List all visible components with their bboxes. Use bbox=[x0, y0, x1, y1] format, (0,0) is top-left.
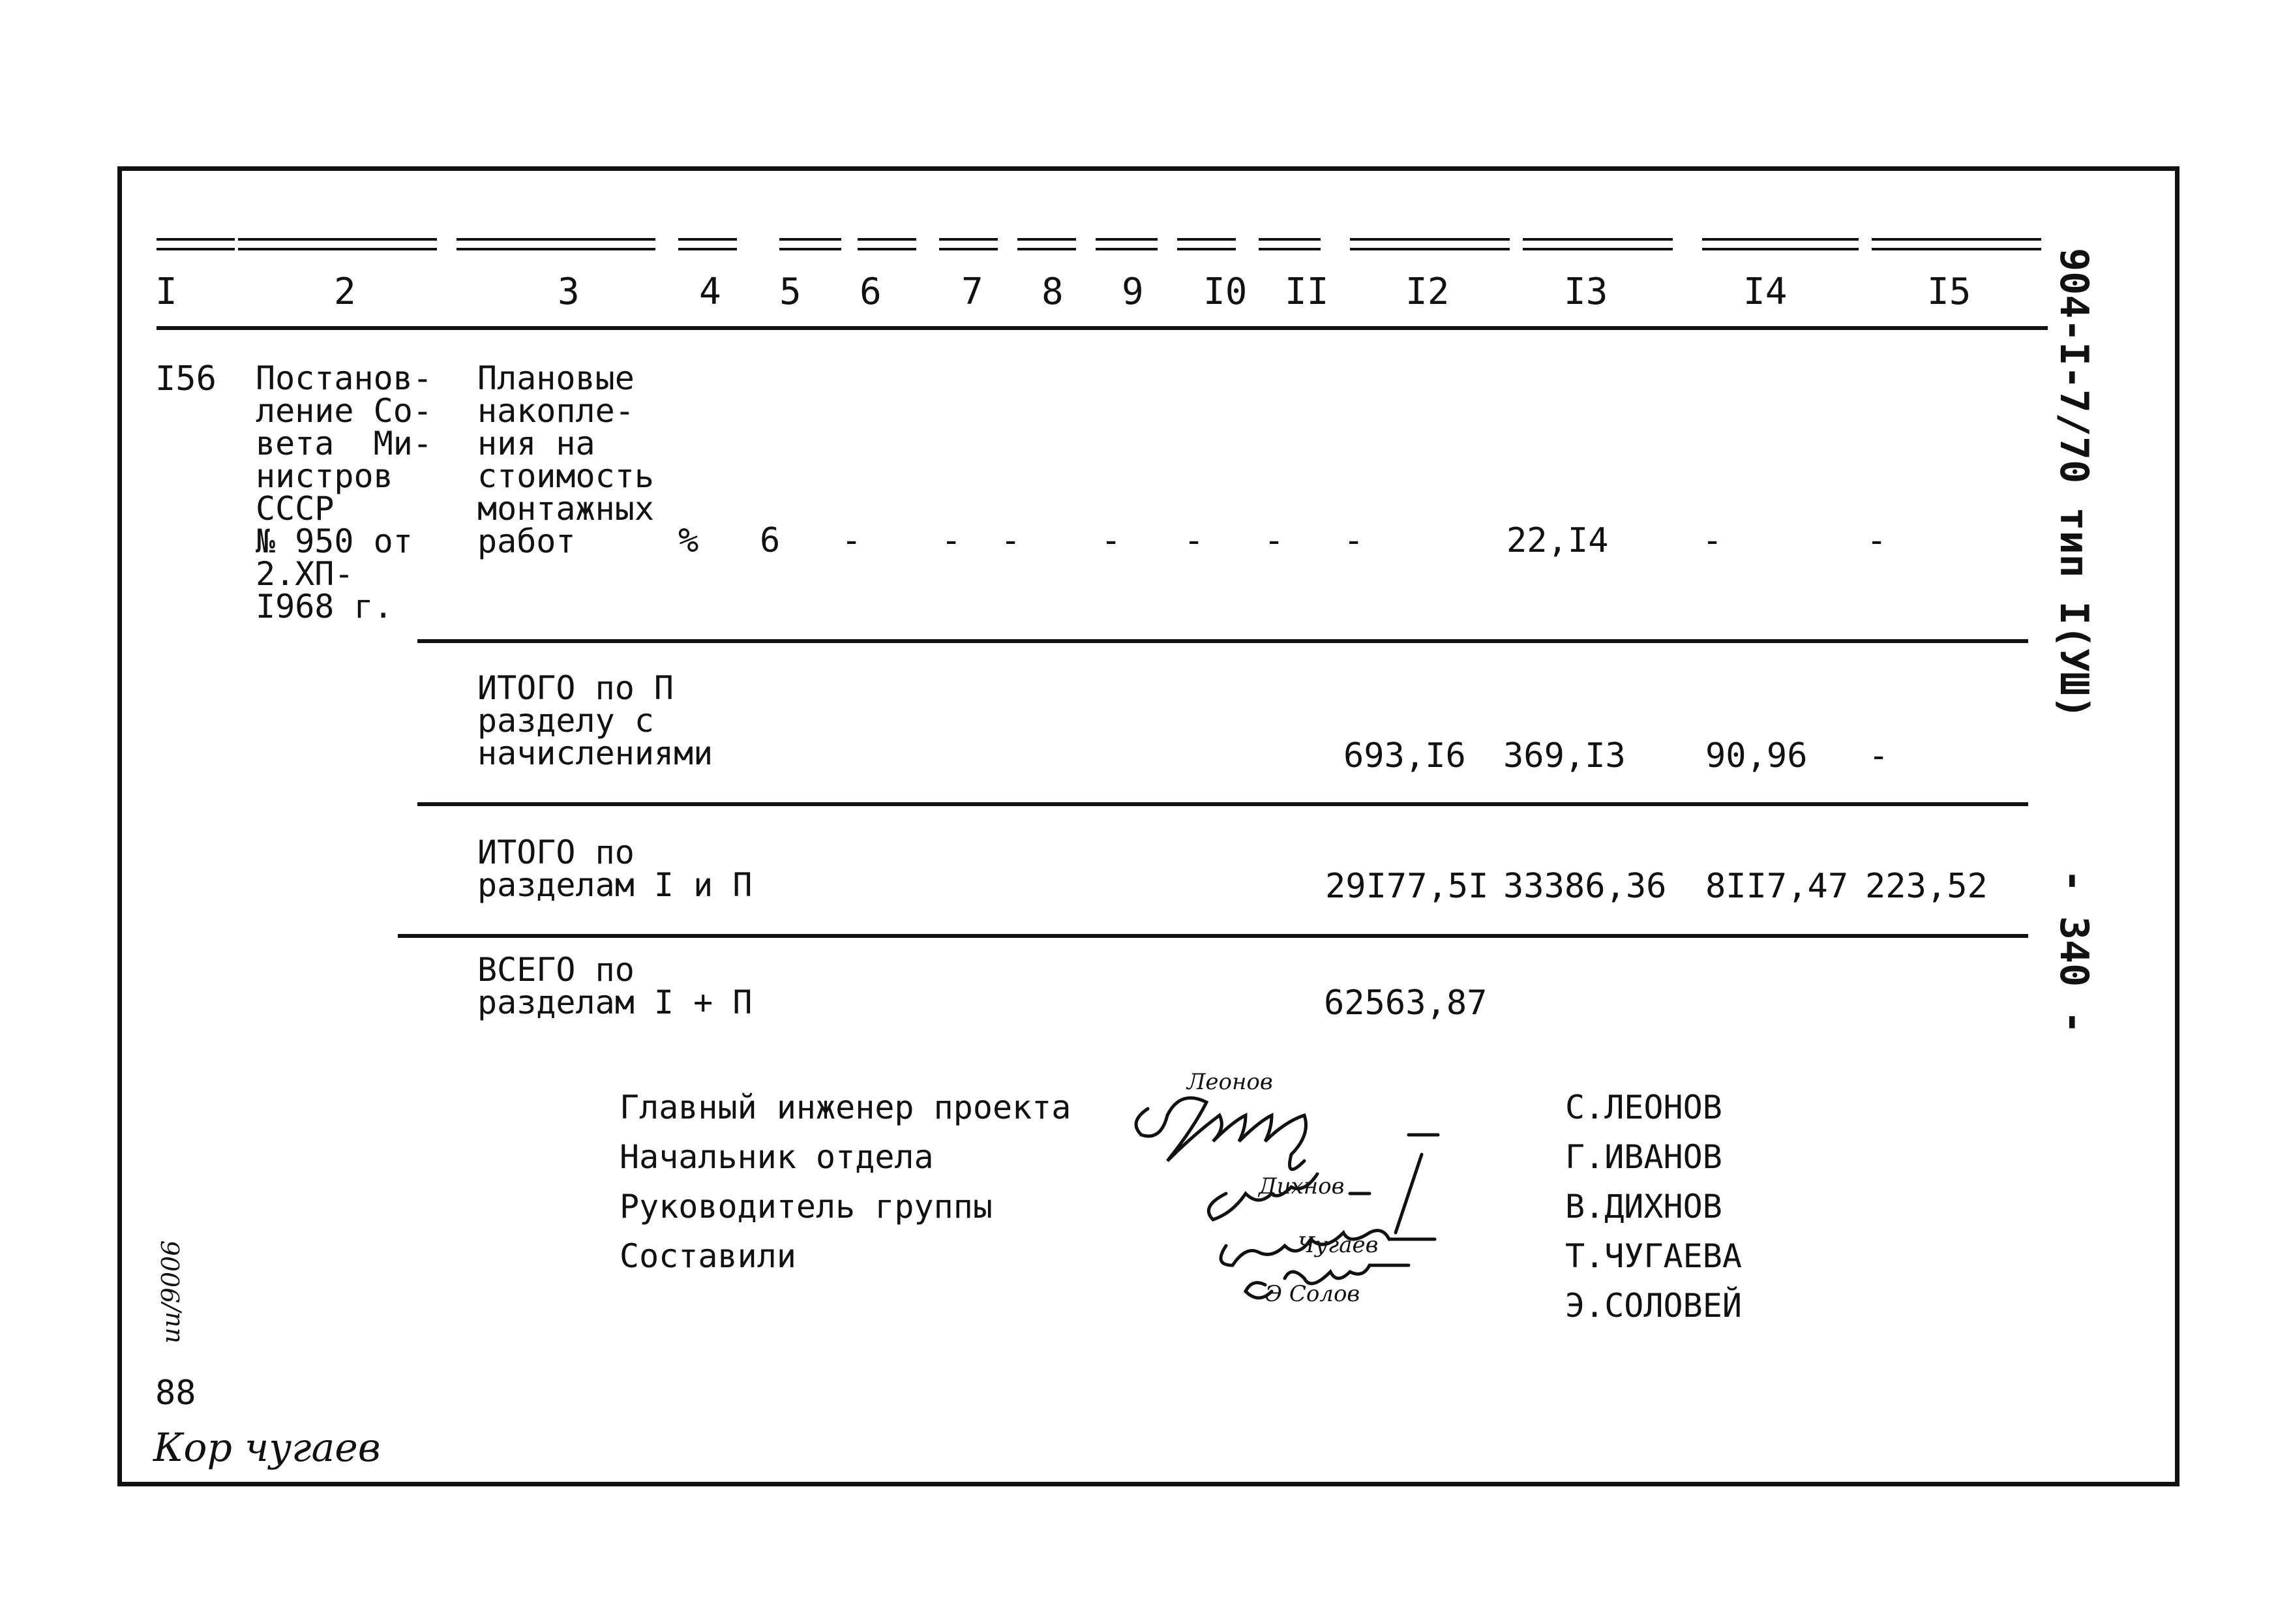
svg-text:Э Солов: Э Солов bbox=[1265, 1281, 1360, 1307]
dash-segment bbox=[1350, 238, 1510, 241]
dash-segment bbox=[1096, 248, 1158, 250]
dash-segment bbox=[238, 238, 437, 241]
col14-value: 90,96 bbox=[1705, 736, 1808, 775]
total-label: ИТОГО по разделам I и П bbox=[477, 834, 753, 904]
header-rule bbox=[157, 326, 2048, 330]
unit-cell: % bbox=[678, 521, 699, 560]
dash-segment bbox=[858, 248, 916, 250]
row-rule bbox=[417, 802, 2028, 806]
dash-segment bbox=[678, 238, 737, 241]
qty-cell: 6 bbox=[760, 521, 781, 560]
side-designation: 904-I-7/70 тип I(УШ)- 340 - bbox=[2051, 248, 2097, 1034]
col-15: I5 bbox=[1927, 271, 1971, 313]
row-number: I56 bbox=[155, 359, 217, 398]
row-rule bbox=[417, 639, 2028, 643]
svg-text:Леонов: Леонов bbox=[1187, 1069, 1273, 1095]
dash-cell: - bbox=[1184, 521, 1205, 560]
dash-segment bbox=[457, 248, 655, 250]
inventory-note: ии/9006 bbox=[157, 1240, 185, 1344]
signature-roles: Главный инженер проекта Начальник отдела Руководитель группы Составили bbox=[620, 1089, 1071, 1275]
col-10: I0 bbox=[1203, 271, 1248, 313]
dash-segment bbox=[1350, 248, 1510, 250]
dash-segment bbox=[1096, 238, 1158, 241]
dash-segment bbox=[1523, 238, 1673, 241]
dash-segment bbox=[1872, 248, 2041, 250]
dash-cell: - bbox=[941, 521, 962, 560]
col-12: I2 bbox=[1405, 271, 1450, 313]
dash-segment bbox=[1259, 248, 1321, 250]
dash-cell: - bbox=[1101, 521, 1122, 560]
col13-value: 33386,36 bbox=[1503, 867, 1667, 906]
dash-cell: - bbox=[841, 521, 862, 560]
col13-value: 369,I3 bbox=[1503, 736, 1626, 775]
dash-segment bbox=[678, 248, 737, 250]
dash-segment bbox=[157, 248, 235, 250]
col12-value: 693,I6 bbox=[1343, 736, 1466, 775]
dash-segment bbox=[1872, 238, 2041, 241]
grand-total-value: 62563,87 bbox=[1324, 984, 1488, 1023]
col-14: I4 bbox=[1743, 271, 1788, 313]
dash-cell: - bbox=[1264, 521, 1285, 560]
col-1: I bbox=[155, 271, 177, 313]
dash-segment bbox=[1702, 248, 1859, 250]
col14-value: - bbox=[1702, 521, 1723, 560]
sheet-number: 88 bbox=[155, 1374, 196, 1413]
dash-segment bbox=[1017, 238, 1076, 241]
dash-segment bbox=[1177, 238, 1236, 241]
total-label: ИТОГО по П разделу с начислениями bbox=[477, 669, 713, 772]
dash-segment bbox=[157, 238, 235, 241]
col12-value: 29I77,5I bbox=[1325, 867, 1489, 906]
dash-segment bbox=[1017, 248, 1076, 250]
svg-text:Чугаев: Чугаев bbox=[1298, 1232, 1379, 1258]
col-13: I3 bbox=[1564, 271, 1608, 313]
col-8: 8 bbox=[1041, 271, 1064, 313]
col-3: 3 bbox=[558, 271, 580, 313]
dash-segment bbox=[939, 248, 998, 250]
dash-segment bbox=[238, 248, 437, 250]
signature-names: С.ЛЕОНОВ Г.ИВАНОВ В.ДИХНОВ Т.ЧУГАЕВА Э.СОЛОВЕЙ bbox=[1565, 1089, 1742, 1325]
grand-total-label: ВСЕГО по разделам I + П bbox=[477, 951, 753, 1021]
col-9: 9 bbox=[1122, 271, 1144, 313]
col-5: 5 bbox=[779, 271, 801, 313]
col13-value: 22,I4 bbox=[1506, 521, 1609, 560]
dash-segment bbox=[858, 238, 916, 241]
dash-cell: - bbox=[1343, 521, 1364, 560]
col15-value: 223,52 bbox=[1865, 867, 1988, 906]
dash-segment bbox=[779, 248, 841, 250]
dash-segment bbox=[457, 238, 655, 241]
svg-text:Дихнов: Дихнов bbox=[1259, 1173, 1345, 1199]
dash-segment bbox=[1523, 248, 1673, 250]
dash-cell: - bbox=[1000, 521, 1021, 560]
dash-segment bbox=[939, 238, 998, 241]
handwritten-signatures bbox=[1109, 1063, 1533, 1311]
dash-segment bbox=[1177, 248, 1236, 250]
col14-value: 8II7,47 bbox=[1705, 867, 1849, 906]
col-4: 4 bbox=[699, 271, 721, 313]
col15-value: - bbox=[1868, 736, 1889, 775]
row-rule bbox=[398, 934, 2028, 938]
dash-segment bbox=[779, 238, 841, 241]
col-6: 6 bbox=[860, 271, 882, 313]
dash-segment bbox=[1702, 238, 1859, 241]
col-11: II bbox=[1285, 271, 1329, 313]
dash-segment bbox=[1259, 238, 1321, 241]
basis-cell: Постанов- ление Со- вета Ми- нистров СССР № 950 от 2.XП- I968 г. bbox=[256, 359, 432, 625]
col-7: 7 bbox=[961, 271, 983, 313]
col-2: 2 bbox=[334, 271, 356, 313]
corrector-signature: Кор чугаев bbox=[153, 1425, 381, 1471]
work-name-cell: Плановые накопле- ния на стоимость монтажных работ bbox=[477, 359, 654, 560]
col15-value: - bbox=[1866, 521, 1887, 560]
